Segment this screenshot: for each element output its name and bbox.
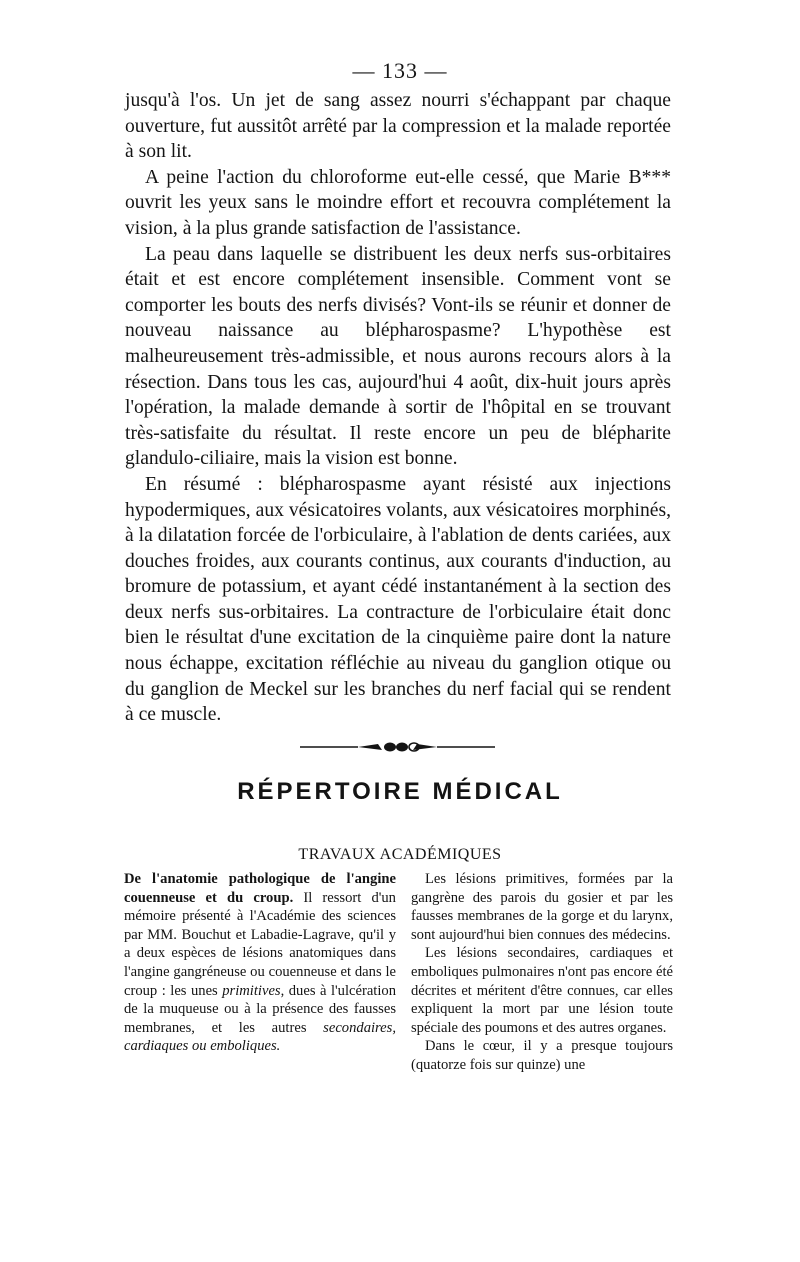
subsection-title: TRAVAUX ACADÉMIQUES (298, 846, 502, 863)
paragraph-summary: En résumé : blépharospasme ayant résisté aux injections hypodermiques, aux vésicatoires volants, aux vésicatoires morphinés, à la dilatation forcée de l'orbiculaire, à l'ablation de dents cariées, aux douches froides, aux courants continus, aux courants d'induction, au bromure de potassium, et ayant cédé instantanément à la section des deux nerfs sus-orbitaires. La contracture de l'orbiculaire était donc bien le résultat d'une excitation de la cinquième paire dont la nature nous échappe, excitation réfléchie au niveau du ganglion otique ou du ganglion de Meckel sur les branches du nerf facial qui se rendent à ce muscle. (125, 473, 671, 726)
paragraph-continuation: jusqu'à l'os. Un jet de sang assez nourri s'échappant par chaque ouverture, fut aussitôt arrêté par la compression et la malade reportée à son lit. (125, 90, 671, 163)
ornament-divider (300, 740, 495, 754)
right-paragraph-coeur: Dans le cœur, il y a presque toujours (quatorze fois sur quinze) une (411, 1038, 673, 1073)
article-title: De l'anatomie pathologique de l'angine couenneuse et du croup. (124, 871, 396, 906)
page-number: — 133 — (352, 58, 448, 83)
right-column (411, 870, 673, 1075)
main-text (125, 88, 671, 728)
article-text-part-2: , dues à l'ulcération de la muqueuse ou à la présence des fausses membranes, et les autres (124, 982, 396, 1036)
left-column (124, 870, 396, 1056)
paragraph-chloroform: A peine l'action du chloroforme eut-elle cessé, que Marie B*** ouvrit les yeux sans le moindre effort et recouvra complétement la vision, à la plus grande satisfaction de l'assistance. (125, 166, 671, 239)
article-italic-primitives: primitives (222, 982, 281, 999)
section-title: RÉPERTOIRE MÉDICAL (237, 778, 563, 805)
article-italic-secondaires: secondaires, cardiaques ou emboliques. (124, 1019, 396, 1055)
right-paragraph-secondaires: Les lésions secondaires, cardiaques et emboliques pulmonaires n'ont pas encore été décrites et méritent d'être connues, car elles expliquent la mort par une lésion toute spéciale des poumons et des autres organes. (411, 945, 673, 1036)
paragraph-nerves: La peau dans laquelle se distribuent les deux nerfs sus-orbitaires était et est encore complétement insensible. Comment vont se comporter les bouts des nerfs divisés? Vont-ils se réunir et donner de nouveau naissance au blépharospasme? L'hypothèse est malheureusement très-admissible, et nous aurons recours alors à la résection. Dans tous les cas, aujourd'hui 4 août, dix-huit jours après l'opération, la malade demande à sortir de l'hôpital en se trouvant très-satisfaite du résultat. Il reste encore un peu de blépharite glandulo-ciliaire, mais la vision est bonne. (125, 243, 671, 470)
right-paragraph-primitives: Les lésions primitives, formées par la gangrène des parois du gosier et par les fausses membranes de la gorge et du larynx, sont aujourd'hui bien connues des médecins. (411, 871, 673, 943)
article-text-part-1: Il ressort d'un mémoire présenté à l'Académie des sciences par MM. Bouchut et Labadie-Lagrave, qu'il y a deux espèces de lésions anatomiques dans l'angine gangréneuse ou couenneuse et dans le croup : les unes (124, 889, 396, 999)
article-paragraph (124, 870, 396, 1056)
